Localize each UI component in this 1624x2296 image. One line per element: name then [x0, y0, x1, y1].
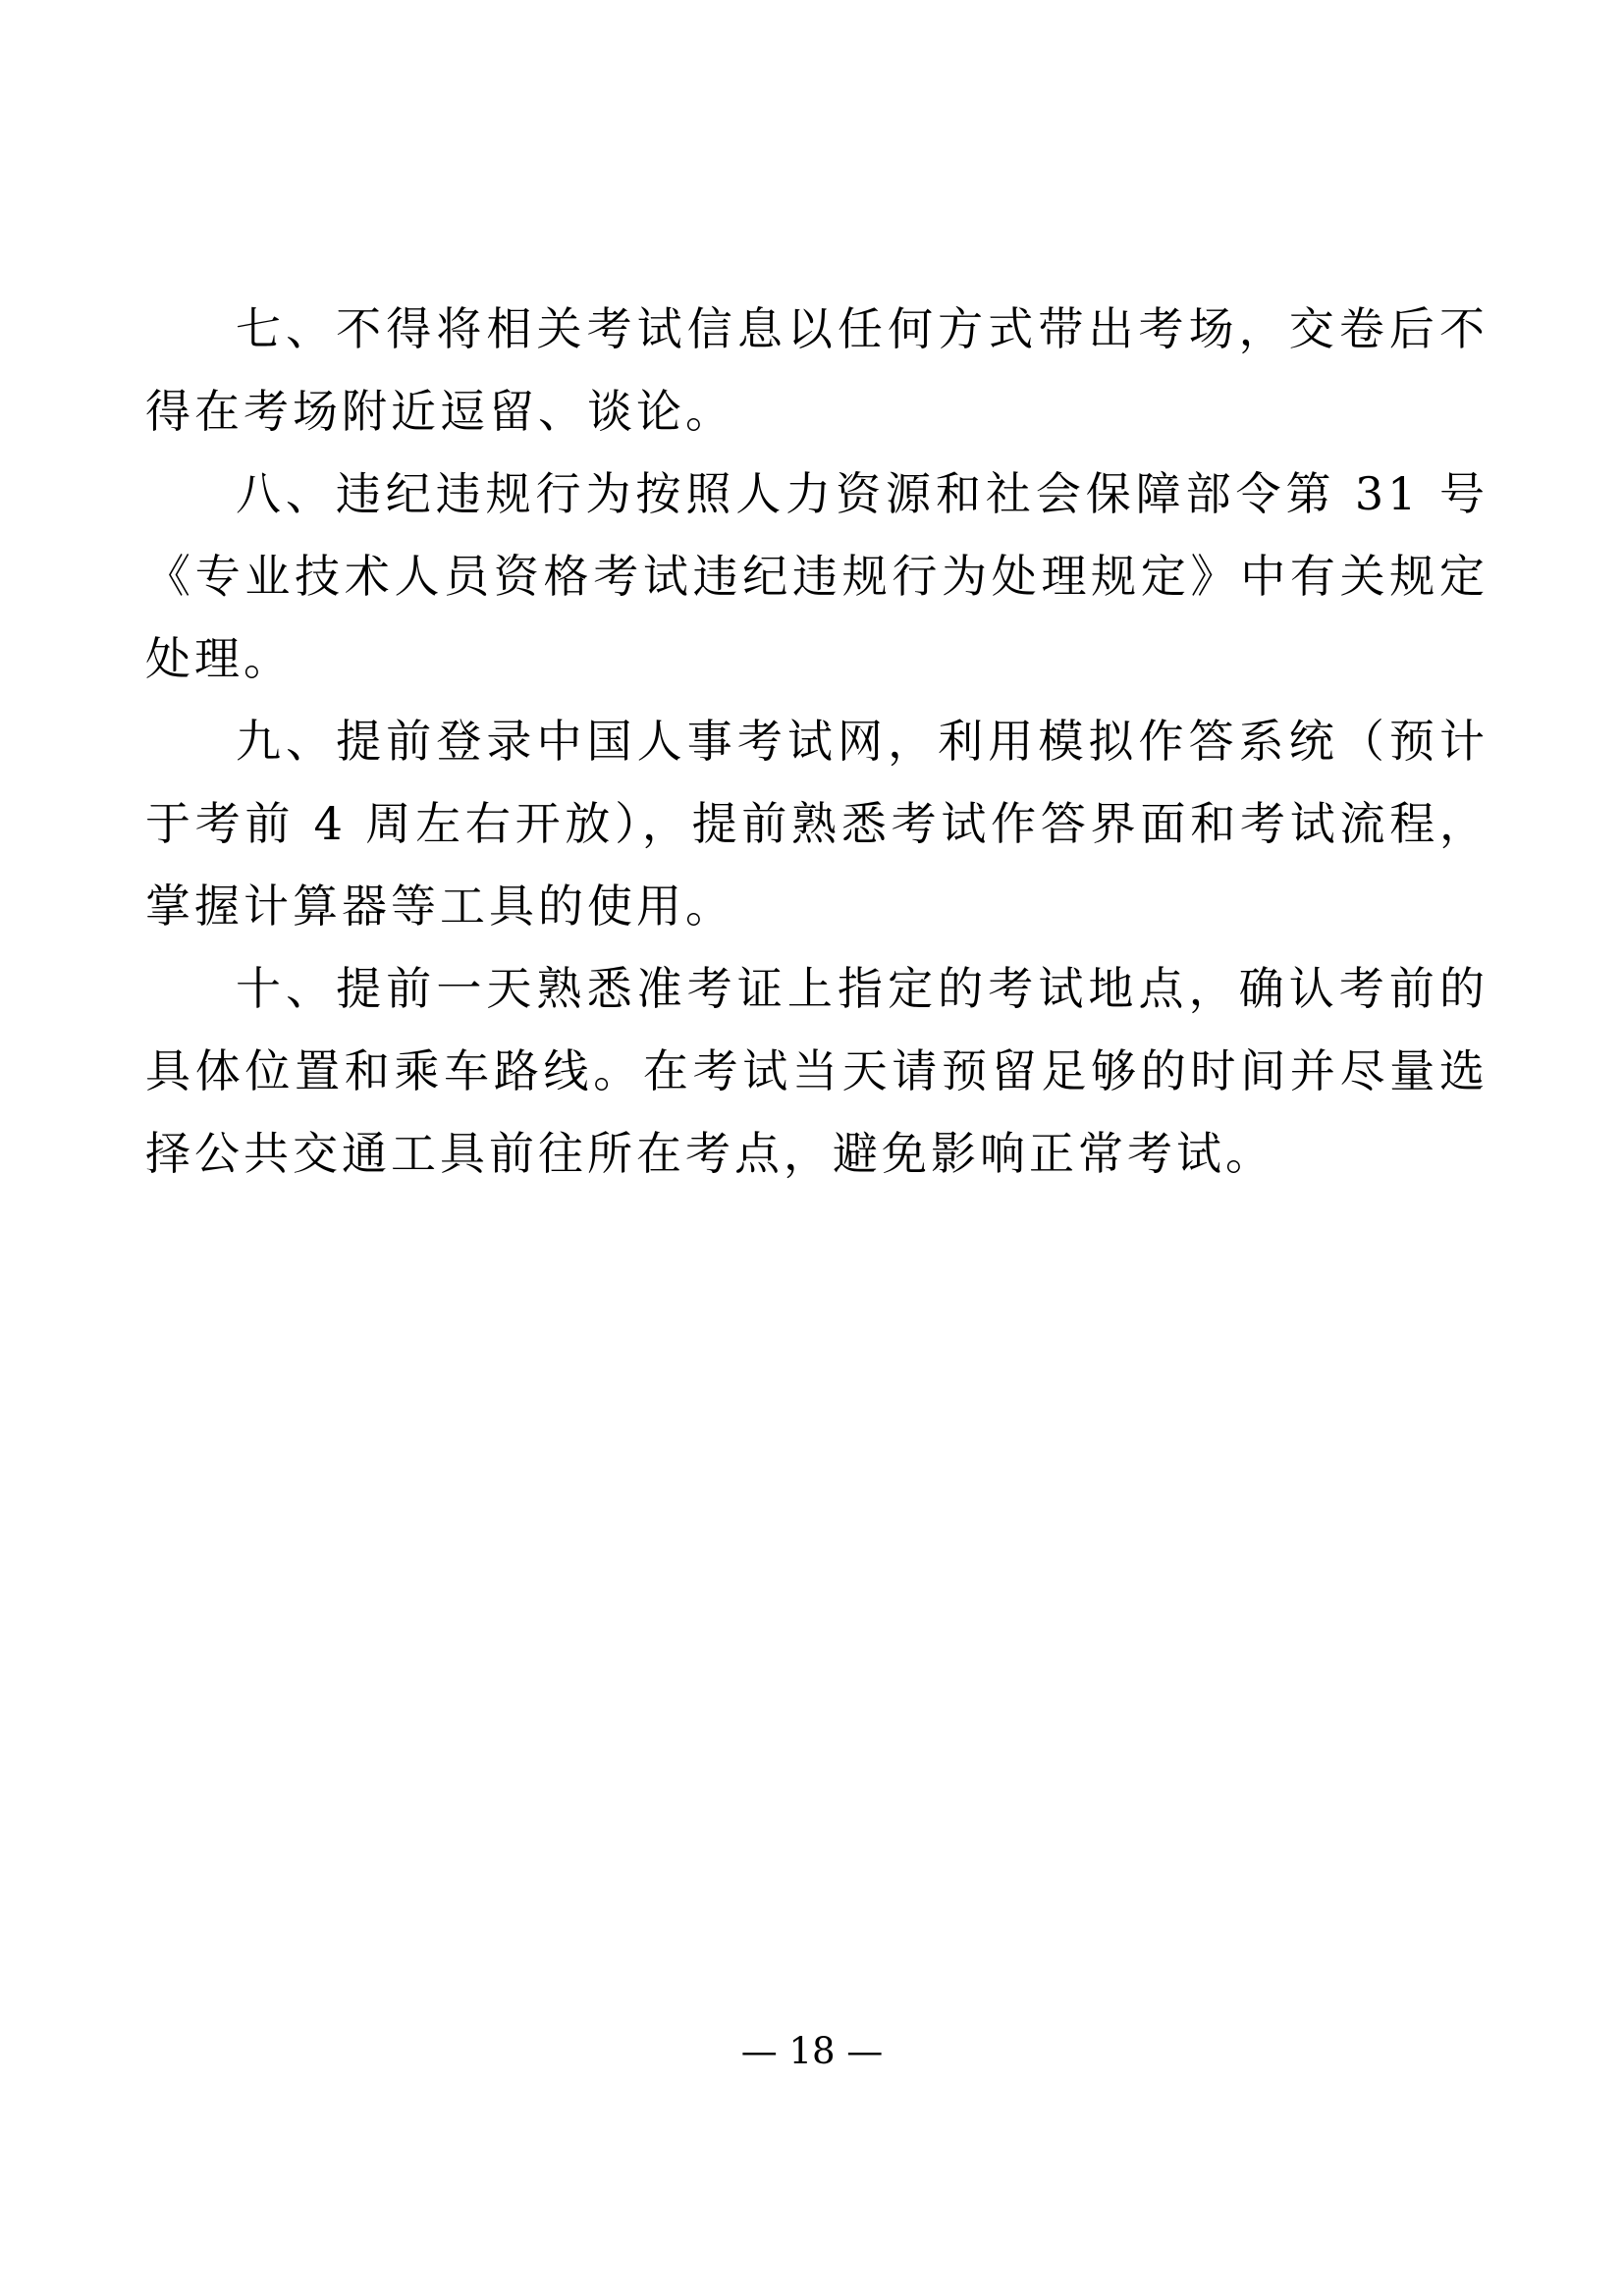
page-footer: [0, 2030, 1624, 2073]
paragraph-item-10: 十、提前一天熟悉准考证上指定的考试地点，确认考前的具体位置和乘车路线。在考试当天请预留足够的时间并尽量选择公共交通工具前往所在考点，避免影响正常考试。: [145, 962, 1489, 1180]
paragraph-item-9: 九、提前登录中国人事考试网，利用模拟作答系统（预计于考前 4 周左右开放），提前熟悉考试作答界面和考试流程，掌握计算器等工具的使用。: [145, 715, 1489, 933]
page-number: — 18 —: [740, 2030, 884, 2072]
document-body: [145, 288, 1489, 1195]
paragraph-item-8: 八、违纪违规行为按照人力资源和社会保障部令第 31 号《专业技术人员资格考试违纪违规行为处理规定》中有关规定处理。: [145, 467, 1489, 685]
paragraph-item-7: 七、不得将相关考试信息以任何方式带出考场，交卷后不得在考场附近逗留、谈论。: [145, 302, 1489, 438]
